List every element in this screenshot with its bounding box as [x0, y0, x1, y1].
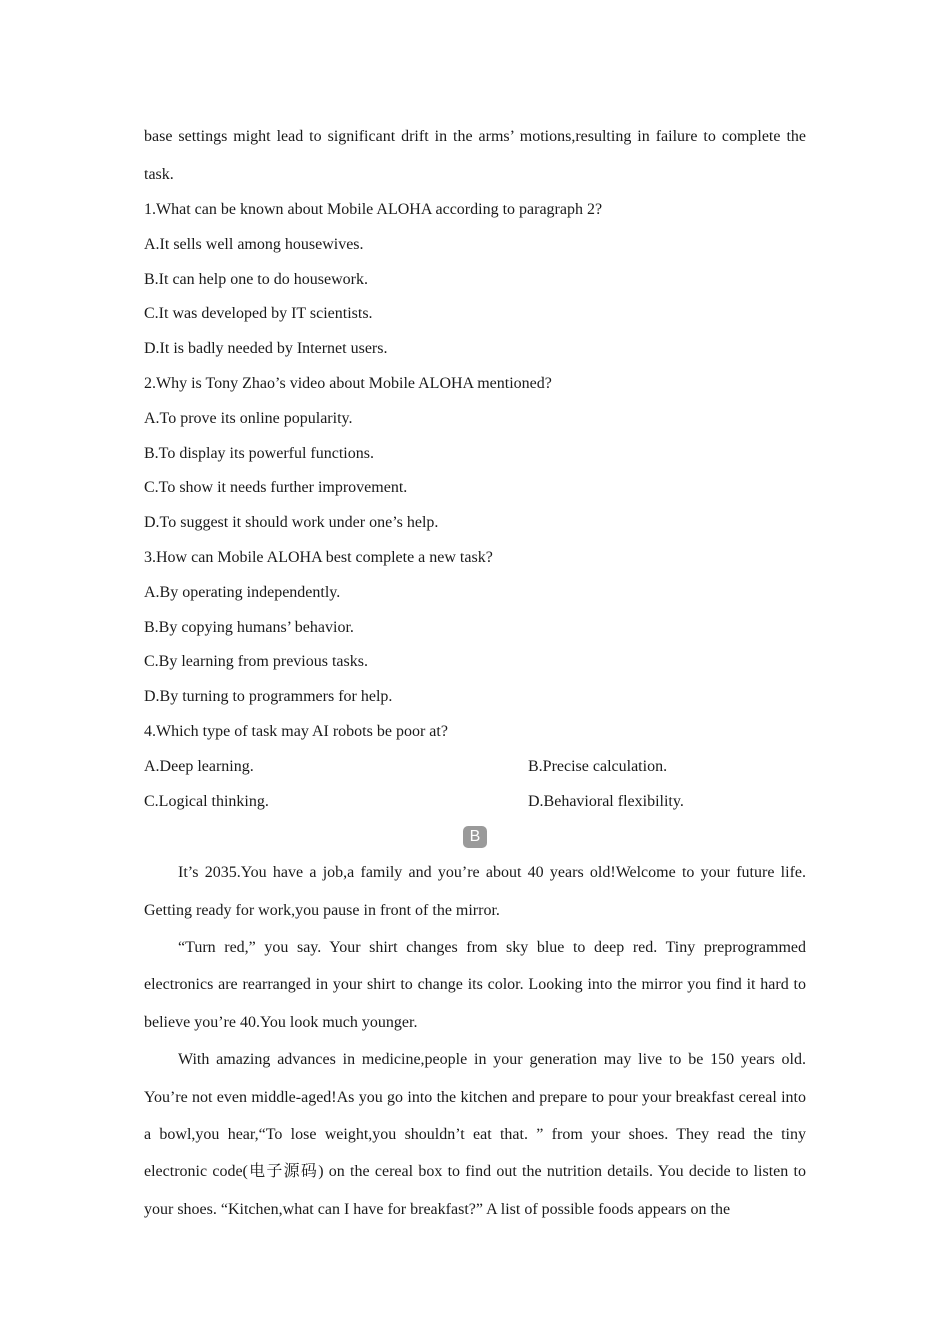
answer-option: D.Behavioral flexibility.: [528, 792, 684, 810]
section-marker: [144, 819, 806, 854]
question-2: [144, 367, 806, 541]
answer-option: B.By copying humans’ behavior.: [144, 618, 354, 636]
answer-option: D.To suggest it should work under one’s help.: [144, 514, 439, 532]
question-stem: 4.Which type of task may AI robots be poor at?: [144, 722, 448, 740]
question-1: [144, 193, 806, 367]
passage-paragraph: “Turn red,” you say. Your shirt changes from sky blue to deep red. Tiny preprogrammed electronics are rearranged in your shirt to change its color. Looking into the mirror you find it hard to believe you’re 40.You look much younger.: [144, 938, 806, 1031]
question-stem: 1.What can be known about Mobile ALOHA according to paragraph 2?: [144, 201, 603, 218]
answer-option: B.Precise calculation.: [528, 757, 668, 775]
passage-paragraph: It’s 2035.You have a job,a family and you’re about 40 years old!Welcome to your future life. Getting ready for work,you pause in front of the mirror.: [144, 864, 806, 919]
passage-paragraph: With amazing advances in medicine,people in your generation may live to be 150 years old. You’re not even middle-aged!As you go into the kitchen and prepare to pour your breakfast cereal into a bowl,you hear,“To lose weight,you shouldn’t eat that. ” from your shoes. They read the tiny electronic code(电子源码) on the cereal box to find out the nutrition details. You decide to listen to your shoes. “Kitchen,what can I have for breakfast?” A list of possible foods appears on the: [144, 1051, 806, 1218]
answer-option: A.To prove its online popularity.: [144, 409, 353, 427]
question-stem: 2.Why is Tony Zhao’s video about Mobile ALOHA mentioned?: [144, 374, 552, 392]
answer-option: D.By turning to programmers for help.: [144, 688, 393, 706]
question-stem: 3.How can Mobile ALOHA best complete a new task?: [144, 548, 493, 566]
answer-option: B.To display its powerful functions.: [144, 444, 374, 462]
section-label: B: [463, 826, 487, 848]
answer-option: D.It is badly needed by Internet users.: [144, 340, 388, 358]
answer-option: C.It was developed by IT scientists.: [144, 305, 373, 323]
answer-option: A.Deep learning.: [144, 757, 254, 775]
passage-a-tail: base settings might lead to significant drift in the arms’ motions,resulting in failure to complete the task.: [144, 128, 806, 183]
answer-option: C.Logical thinking.: [144, 792, 269, 810]
answer-option: C.To show it needs further improvement.: [144, 479, 408, 497]
answer-option: C.By learning from previous tasks.: [144, 653, 368, 671]
answer-option: A.By operating independently.: [144, 583, 341, 601]
question-4: [144, 715, 806, 819]
answer-option: B.It can help one to do housework.: [144, 270, 368, 288]
answer-option-row: [144, 750, 806, 785]
answer-option: A.It sells well among housewives.: [144, 235, 364, 253]
question-3: [144, 541, 806, 715]
answer-option-row: [144, 785, 806, 820]
passage-b: [144, 854, 806, 1228]
document-page: [144, 118, 806, 1228]
